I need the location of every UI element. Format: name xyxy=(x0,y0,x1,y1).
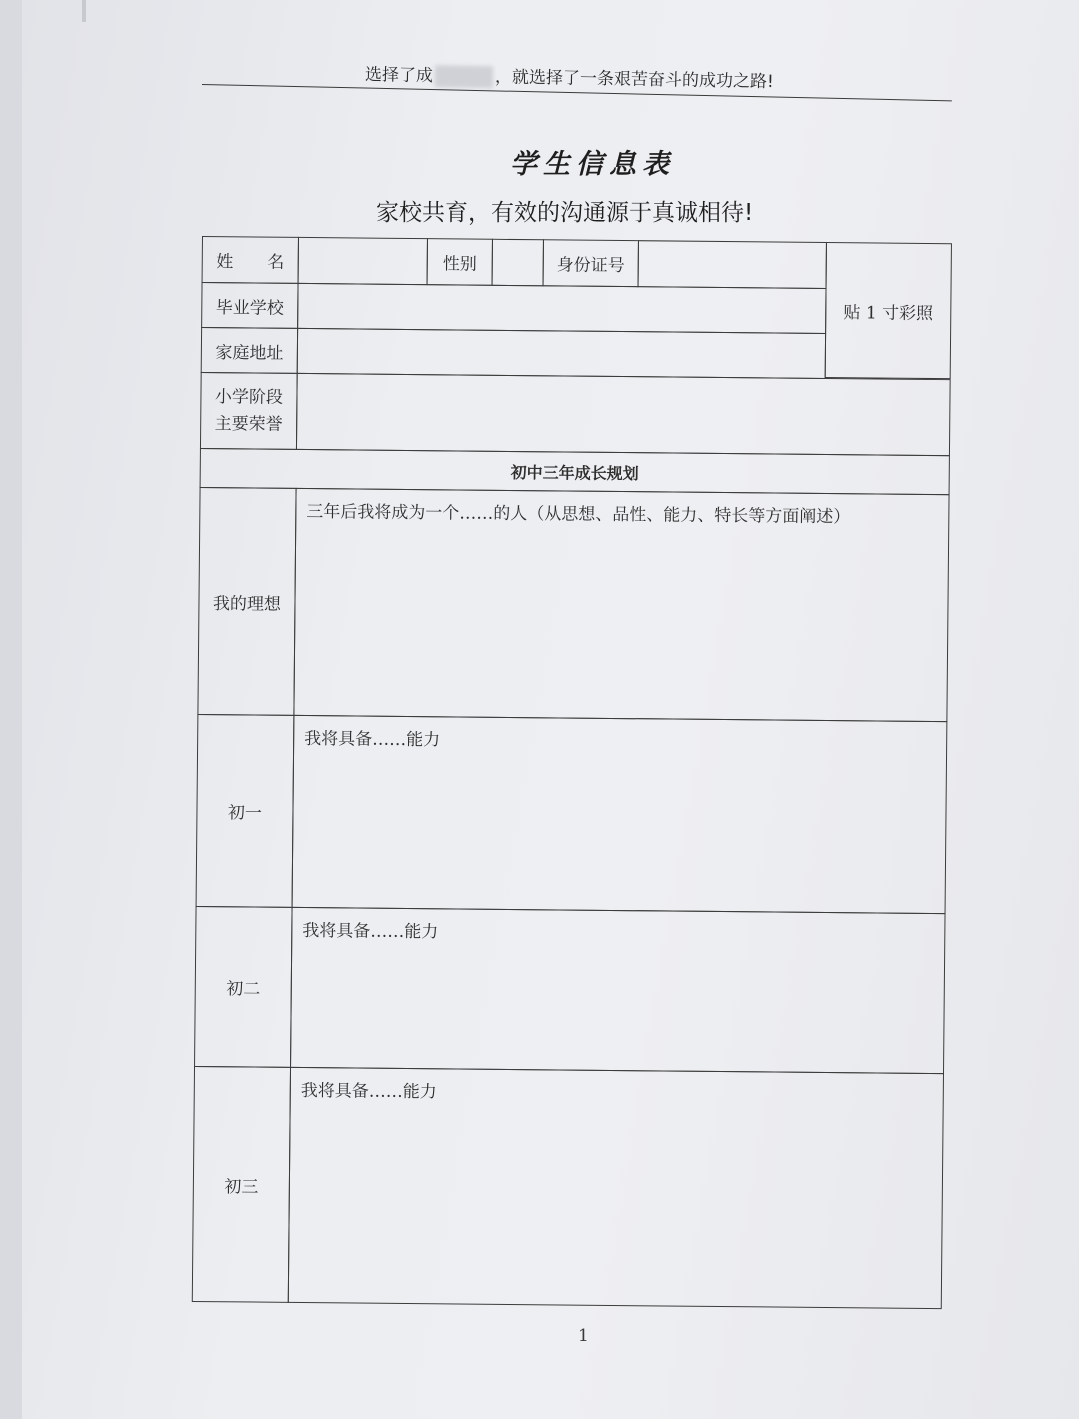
id-field[interactable] xyxy=(638,240,827,289)
grade3-prompt: 我将具备……能力 xyxy=(300,1080,437,1103)
photo-box[interactable]: 贴 1 寸彩照 xyxy=(825,242,952,379)
honors-label-line1: 小学阶段 xyxy=(214,386,284,408)
ideal-prompt: 三年后我将成为一个……的人（从思想、品性、能力、特长等方面阐述） xyxy=(306,502,851,528)
form-subtitle: 家校共育，有效的沟通源于真诚相待! xyxy=(376,200,754,226)
school-label: 毕业学校 xyxy=(201,282,298,329)
name-field[interactable] xyxy=(298,237,428,285)
page-number: 1 xyxy=(578,1326,589,1346)
redacted-block xyxy=(435,65,493,88)
motto-part-1: 选择了成 xyxy=(364,65,434,87)
gender-field[interactable] xyxy=(492,239,544,286)
student-info-table xyxy=(192,236,952,1309)
grade1-field[interactable] xyxy=(292,715,948,914)
form-title: 学生信息表 xyxy=(510,149,675,180)
honors-label-line2: 主要荣誉 xyxy=(214,413,283,435)
ideal-label: 我的理想 xyxy=(197,487,296,716)
motto-part-2: ，就选择了一条艰苦奋斗的成功之路! xyxy=(494,67,774,93)
plan-header: 初中三年成长规划 xyxy=(200,448,950,495)
page-edge xyxy=(82,0,86,22)
gender-label: 性别 xyxy=(427,238,493,286)
address-label: 家庭地址 xyxy=(201,327,298,374)
address-field[interactable] xyxy=(297,328,826,379)
honors-field[interactable] xyxy=(296,373,951,456)
id-label: 身份证号 xyxy=(543,239,639,287)
honors-label xyxy=(200,372,298,450)
grade1-prompt: 我将具备……能力 xyxy=(304,729,441,751)
name-label: 姓 名 xyxy=(202,236,299,284)
grade3-label: 初三 xyxy=(192,1066,291,1303)
grade3-field[interactable] xyxy=(288,1067,944,1309)
grade2-prompt: 我将具备……能力 xyxy=(302,920,439,943)
school-field[interactable] xyxy=(297,283,826,334)
grade1-label: 初一 xyxy=(196,714,295,908)
grade2-field[interactable] xyxy=(290,907,946,1074)
grade2-label: 初二 xyxy=(194,906,293,1068)
ideal-field[interactable] xyxy=(293,488,949,722)
